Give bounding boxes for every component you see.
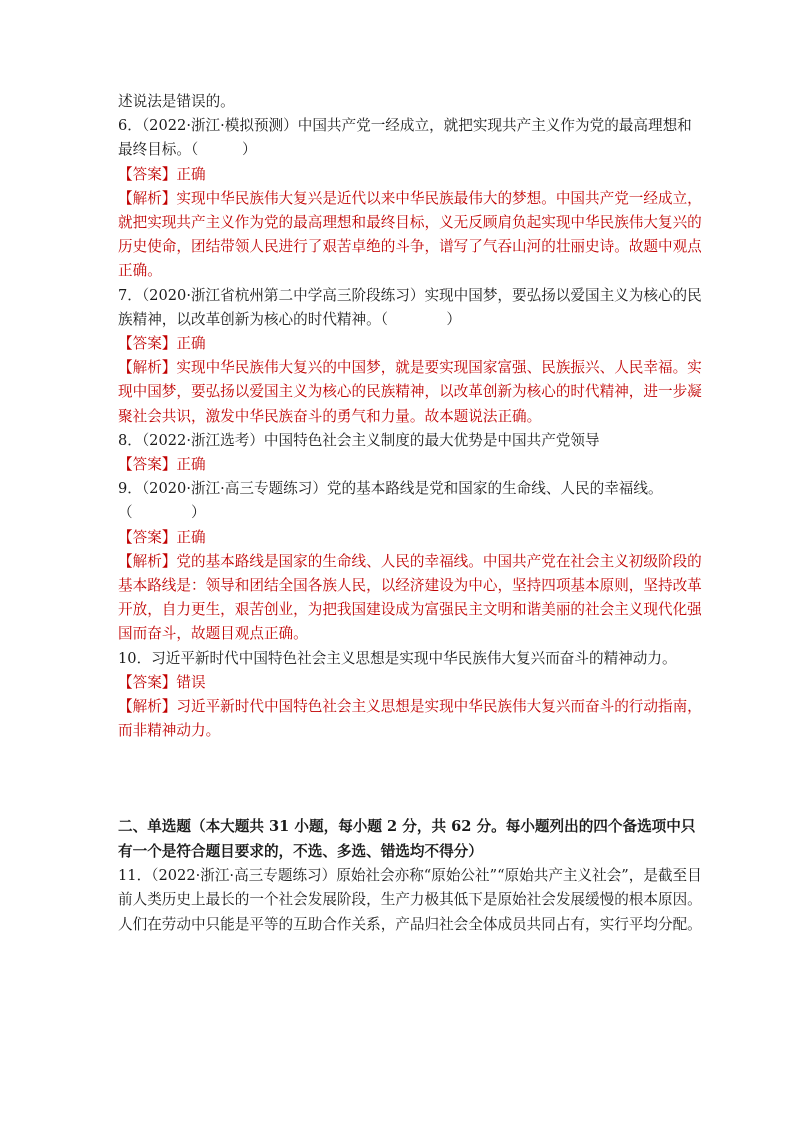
- answer-value: 错误: [176, 673, 206, 691]
- answer-value: 正确: [176, 528, 206, 546]
- question-11: [118, 864, 702, 938]
- question-7-stem-line-1: 7．（2020·浙江省杭州第二中学高三阶段练习）实现中国梦，要弘扬以爱国主义为核心的民: [118, 286, 702, 304]
- question-6: [118, 114, 702, 283]
- analysis-text: 习近平新时代中国特色社会主义思想是实现中华民族伟大复兴而奋斗的行动指南，: [176, 698, 702, 716]
- question-8-stem-line-1: 8．（2022·浙江选考）中国特色社会主义制度的最大优势是中国共产党领导: [118, 431, 600, 449]
- question-7: [118, 284, 702, 429]
- question-9-analysis-line-4: 国而奋斗，故题目观点正确。: [118, 625, 308, 643]
- question-10-analysis-line-1: [118, 695, 702, 719]
- question-7-stem-line-2: 族精神，以改革创新为核心的时代精神。（ ）: [118, 310, 461, 328]
- analysis-text: 党的基本路线是国家的生命线、人民的幸福线。中国共产党在社会主义初级阶段的: [176, 552, 702, 570]
- answer-label: 【答案】: [118, 528, 177, 546]
- question-6-analysis-line-1: [118, 187, 702, 211]
- question-9-stem-line-1: 9．（2020·浙江·高三专题练习）党的基本路线是党和国家的生命线、人民的幸福线。: [118, 480, 663, 498]
- question-7-analysis-line-1: [118, 356, 702, 380]
- question-6-analysis-line-3: 历史使命，团结带领人民进行了艰苦卓绝的斗争，谱写了气吞山河的壮丽史诗。故题中观点: [118, 238, 702, 256]
- question-7-answer: [118, 332, 683, 356]
- question-7-analysis-line-2: 现中国梦，要弘扬以爱国主义为核心的民族精神，以改革创新为核心的时代精神，进一步凝: [118, 383, 702, 401]
- section-2-heading: [118, 815, 696, 863]
- analysis-label: 【解析】: [118, 698, 177, 716]
- question-10-analysis-line-2: 而非精神动力。: [118, 722, 221, 740]
- question-9-answer: [118, 526, 683, 550]
- analysis-text: 实现中华民族伟大复兴的中国梦，就是要实现国家富强、民族振兴、人民幸福。实: [176, 359, 702, 377]
- answer-label: 【答案】: [118, 456, 177, 474]
- section-spacer: [118, 743, 683, 815]
- question-6-stem-line-2: 最终目标。（ ）: [118, 141, 257, 159]
- question-11-stem-line-1: 11．（2022·浙江·高三专题练习）原始社会亦称“原始公社”“原始共产主义社会”，是截至目: [118, 866, 702, 884]
- answer-label: 【答案】: [118, 165, 177, 183]
- answer-label: 【答案】: [118, 335, 177, 353]
- question-6-stem-line-1: 6．（2022·浙江·模拟预测）中国共产党一经成立，就把实现共产主义作为党的最高理想和: [118, 117, 692, 135]
- question-9-analysis-line-2: 基本路线是：领导和团结全国各族人民，以经济建设为中心，坚持四项基本原则，坚持改革: [118, 577, 702, 595]
- question-10-stem-line-1: 10．习近平新时代中国特色社会主义思想是实现中华民族伟大复兴而奋斗的精神动力。: [118, 649, 677, 667]
- question-10-answer: [118, 671, 683, 695]
- question-6-answer: [118, 163, 683, 187]
- analysis-text: 实现中华民族伟大复兴是近代以来中华民族最伟大的梦想。中国共产党一经成立，: [176, 189, 702, 207]
- answer-label: 【答案】: [118, 673, 177, 691]
- analysis-label: 【解析】: [118, 552, 177, 570]
- analysis-label: 【解析】: [118, 359, 177, 377]
- question-11-stem-line-3: 人们在劳动中只能是平等的互助合作关系，产品归社会全体成员共同占有，实行平均分配。: [118, 916, 702, 934]
- question-11-stem-line-2: 前人类历史上最长的一个社会发展阶段，生产力极其低下是原始社会发展缓慢的根本原因。: [118, 891, 702, 909]
- document-page: [118, 90, 702, 938]
- question-10: [118, 647, 702, 744]
- question-9-analysis-line-3: 开放，自力更生，艰苦创业，为把我国建设成为富强民主文明和谐美丽的社会主义现代化强: [118, 601, 702, 619]
- analysis-label: 【解析】: [118, 189, 177, 207]
- carryover-line: 述说法是错误的。: [118, 93, 235, 110]
- answer-value: 正确: [176, 456, 206, 474]
- question-7-analysis-line-3: 聚社会共识，激发中华民族奋斗的勇气和力量。故本题说法正确。: [118, 407, 542, 425]
- answer-value: 正确: [176, 335, 206, 353]
- section-2-title-line-1: 二、单选题（本大题共 31 小题，每小题 2 分，共 62 分。每小题列出的四个备选项中只: [118, 818, 696, 836]
- question-6-analysis-line-2: 就把实现共产主义作为党的最高理想和最终目标，义无反顾肩负起实现中华民族伟大复兴的: [118, 214, 702, 232]
- question-8-answer: [118, 453, 683, 477]
- answer-value: 正确: [176, 165, 206, 183]
- question-9: [118, 477, 702, 646]
- question-9-analysis-line-1: [118, 550, 702, 574]
- question-6-analysis-line-4: 正确。: [118, 262, 162, 280]
- question-9-stem-line-2: （ ）: [118, 504, 206, 522]
- question-8: [118, 429, 683, 477]
- section-2-title-line-2: 有一个是符合题目要求的，不选、多选、错选均不得分）: [118, 842, 483, 860]
